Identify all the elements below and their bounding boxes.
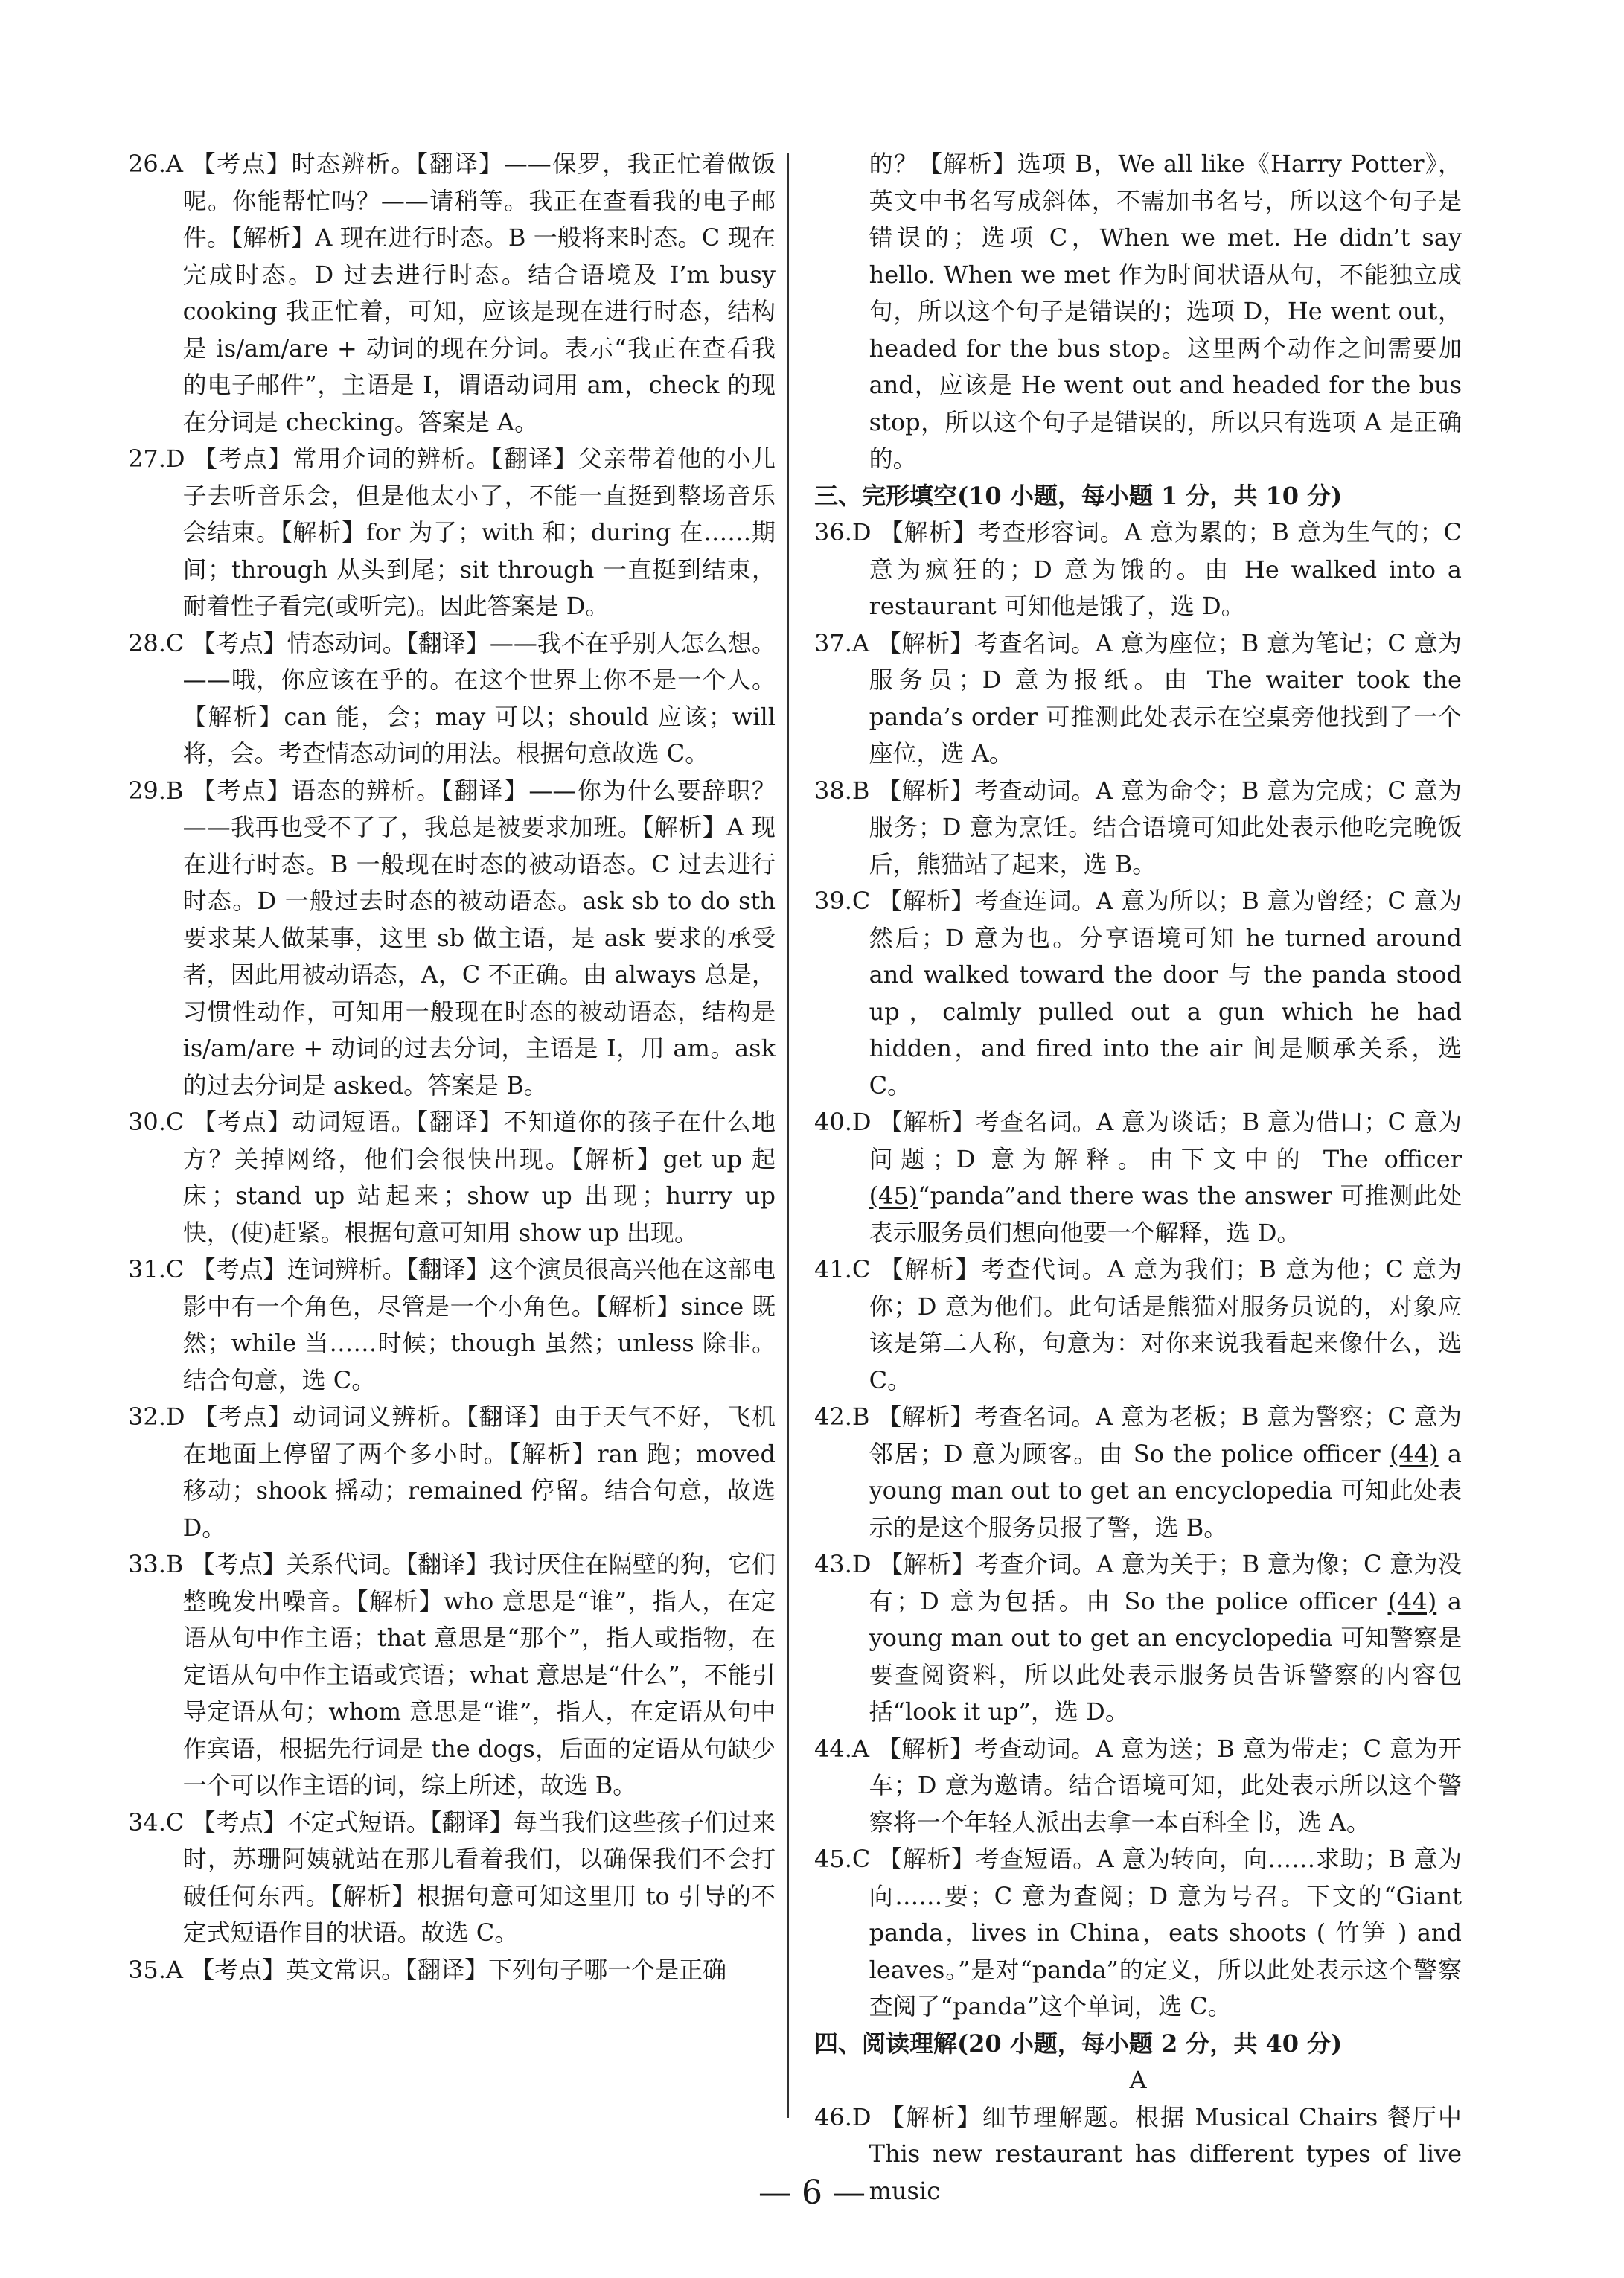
item-number: 45.C xyxy=(814,1845,871,1873)
answer-item-33 xyxy=(128,1546,776,1805)
item-number: 36.D xyxy=(814,518,872,546)
item-text: 【考点】情态动词。【翻译】——我不在乎别人怎么想。——哦，你应该在乎的。在这个世界上你不是一个人。【解析】can 能，会；may 可以；should 应该；will 将，会。考查情态动词的用法。根据句意故选 C。 xyxy=(182,628,776,768)
item-text: 【解析】考查连词。A 意为所以；B 意为曾经；C 意为然后；D 意为也。分享语境可知 he turned around and walked toward the door 与 the panda stood up，calmly pulled out a gun which he had hidden，and fired into the air 间是顺承关系，选 C。 xyxy=(869,887,1462,1100)
answer-item-30 xyxy=(128,1104,776,1251)
answer-item-38 xyxy=(814,773,1462,884)
item-text: 【解析】考查形容词。A 意为累的；B 意为生气的；C 意为疯狂的；D 意为饿的。由 He walked into a restaurant 可知他是饿了，选 D。 xyxy=(869,518,1462,620)
answer-item-28 xyxy=(128,625,776,773)
item-text: 【考点】动词短语。【翻译】不知道你的孩子在什么地方？关掉网络，他们会很快出现。【解析】get up 起床；stand up 站起来；show up 出现；hurry up 快，(使)赶紧。根据句意可知用 show up 出现。 xyxy=(182,1108,776,1247)
item-number: 42.B xyxy=(814,1403,870,1431)
item-number: 26.A xyxy=(128,150,183,178)
item-text: 【考点】连词辨析。【翻译】这个演员很高兴他在这部电影中有一个角色，尽管是一个小角色。【解析】since 既然；while 当……时候；though 虽然；unless 除非。结合句意，选 C。 xyxy=(182,1255,776,1394)
answer-item-42 xyxy=(814,1399,1462,1546)
item-number: 46.D xyxy=(814,2102,872,2131)
answer-item-31 xyxy=(128,1251,776,1399)
item-number: 28.C xyxy=(128,628,185,657)
item-text: 【考点】常用介词的辨析。【翻译】父亲带着他的小儿子去听音乐会，但是他太小了，不能一直挺到整场音乐会结束。【解析】for 为了；with 和；during 在……期间；through 从头到尾；sit through 一直挺到结束，耐着性子看完(或听完)。因此答案是 D。 xyxy=(182,444,776,620)
item-text: a young man out to get an encyclopedia 可知警察是要查阅资料，所以此处表示服务员告诉警察的内容包括“look it up”，选 D。 xyxy=(869,1586,1462,1726)
section-heading-reading: 四、阅读理解(20 小题，每小题 2 分，共 40 分) xyxy=(814,2029,1343,2058)
answer-item-45 xyxy=(814,1841,1462,2026)
item-text: 【考点】不定式短语。【翻译】每当我们这些孩子们过来时，苏珊阿姨就站在那儿看着我们，以确保我们不会打破任何东西。【解析】根据句意可知这里用 to 引导的不定式短语作目的状语。故选 C。 xyxy=(182,1808,776,1947)
item-number: 44.A xyxy=(814,1734,869,1763)
answer-item-44 xyxy=(814,1731,1462,1842)
item-number: 30.C xyxy=(128,1108,185,1136)
item-text: 【考点】英文常识。【翻译】下列句子哪一个是正确 xyxy=(191,1955,727,1984)
item-text: 【考点】关系代词。【翻译】我讨厌住在隔壁的狗，它们整晚发出噪音。【解析】who 意思是“谁”，指人，在定语从句中作主语；that 意思是“那个”，指人或指物，在定语从句中作主语或宾语；what 意思是“什么”，不能引导定语从句；whom 意思是“谁”，指人，在定语从句中作宾语，根据先行词是 the dogs，后面的定语从句缺少一个可以作主语的词，综上所述，故选 B。 xyxy=(182,1550,776,1799)
item-number: 32.D xyxy=(128,1403,185,1431)
item-number: 31.C xyxy=(128,1255,185,1283)
answer-item-35 xyxy=(128,1952,776,1989)
right-column xyxy=(814,146,1462,2210)
item-text: 【解析】考查动词。A 意为命令；B 意为完成；C 意为服务；D 意为烹饪。结合语境可知此处表示他吃完晚饭后，熊猫站了起来，选 B。 xyxy=(869,776,1462,878)
answer-item-35-continued: 的？【解析】选项 B，We all like《Harry Potter》，英文中书名写成斜体，不需加书名号，所以这个句子是错误的；选项 C，When we met. He didn’t say hello. When we met 作为时间状语从句，不能独立成句，所以这个句子是错误的；选项 D，He went out，headed for the bus stop。这里两个动作之间需要加 and，应该是 He went out and headed for the bus stop，所以这个句子是错误的，所以只有选项 A 是正确的。 xyxy=(869,150,1462,473)
item-text: 【解析】考查介词。A 意为关于；B 意为像；C 意为没有；D 意为包括。由 So the police officer xyxy=(869,1550,1462,1615)
answer-item-34 xyxy=(128,1805,776,1952)
left-column xyxy=(128,146,776,1988)
item-text: 【解析】考查代词。A 意为我们；B 意为他；C 意为你；D 意为他们。此句话是熊猫对服务员说的，对象应该是第二人称，句意为：对你来说我看起来像什么，选 C。 xyxy=(869,1255,1462,1394)
item-number: 43.D xyxy=(814,1550,872,1578)
item-number: 40.D xyxy=(814,1108,872,1136)
answer-item-29 xyxy=(128,773,776,1105)
item-number: 41.C xyxy=(814,1255,871,1283)
item-text: a young man out to get an encyclopedia 可知此处表示的是这个服务员报了警，选 B。 xyxy=(869,1439,1462,1542)
item-number: 29.B xyxy=(128,776,184,805)
item-text: 【解析】考查短语。A 意为转向，向……求助；B 意为向……要；C 意为查阅；D 意为号召。下文的“Giant panda，lives in China，eats shoots ( 竹笋 ) and leaves。”是对“panda”的定义，所以此处表示这个警察查阅了“panda”这个单词，选 C。 xyxy=(869,1845,1462,2020)
item-text: 【考点】时态辨析。【翻译】——保罗，我正忙着做饭呢。你能帮忙吗？——请稍等。我正在查看我的电子邮件。【解析】A 现在进行时态。B 一般将来时态。C 现在完成时态。D 过去进行时态。结合语境及 I’m busy cooking 我正忙着，可知，应该是现在进行时态，结构是 is/am/are + 动词的现在分词。表示“我正在查看我的电子邮件”，主语是 I，谓语动词用 am，check 的现在分词是 checking。答案是 A。 xyxy=(182,150,776,436)
passage-label: A xyxy=(1129,2066,1147,2094)
answer-item-43 xyxy=(814,1546,1462,1731)
item-number: 35.A xyxy=(128,1955,183,1984)
answer-item-40 xyxy=(814,1104,1462,1251)
item-number: 33.B xyxy=(128,1550,184,1578)
item-text: 【解析】细节理解题。根据 Musical Chairs 餐厅中 This new restaurant has different types of live music xyxy=(869,2102,1462,2205)
item-number: 39.C xyxy=(814,887,871,915)
section-heading-cloze: 三、完形填空(10 小题，每小题 1 分，共 10 分) xyxy=(814,481,1343,510)
answer-item-39 xyxy=(814,883,1462,1104)
answer-item-27 xyxy=(128,441,776,625)
answer-item-32 xyxy=(128,1399,776,1546)
item-number: 38.B xyxy=(814,776,870,805)
column-divider xyxy=(787,153,789,2118)
item-text: 【解析】考查名词。A 意为老板；B 意为警察；C 意为邻居；D 意为顾客。由 So the police officer xyxy=(869,1403,1462,1468)
item-text: 【考点】语态的辨析。【翻译】——你为什么要辞职？——我再也受不了了，我总是被要求加班。【解析】A 现在进行时态。B 一般现在时态的被动语态。C 过去进行时态。D 一般过去时态的被动语态。ask sb to do sth 要求某人做某事，这里 sb 做主语，是 ask 要求的承受者，因此用被动语态，A，C 不正确。由 always 总是，习惯性动作，可知用一般现在时态的被动语态，结构是 is/am/are + 动词的过去分词，主语是 I，用 am。ask 的过去分词是 asked。答案是 B。 xyxy=(182,776,776,1100)
item-text: 【解析】考查名词。A 意为谈话；B 意为借口；C 意为问题；D 意为解释。由下文中的 The officer xyxy=(869,1108,1462,1173)
page-number: — 6 — xyxy=(758,2174,866,2212)
answer-item-37 xyxy=(814,625,1462,773)
item-text: 【考点】动词词义辨析。【翻译】由于天气不好，飞机在地面上停留了两个多小时。【解析】ran 跑；moved 移动；shook 摇动；remained 停留。结合句意，故选 D。 xyxy=(182,1403,776,1542)
item-text: 【解析】考查动词。A 意为送；B 意为带走；C 意为开车；D 意为邀请。结合语境可知，此处表示所以这个警察将一个年轻人派出去拿一本百科全书，选 A。 xyxy=(869,1734,1462,1837)
item-number: 37.A xyxy=(814,628,869,657)
answer-item-26 xyxy=(128,146,776,441)
item-number: 27.D xyxy=(128,444,185,473)
blank-reference: (45) xyxy=(869,1181,918,1210)
answer-item-41 xyxy=(814,1251,1462,1399)
blank-reference: (44) xyxy=(1389,1439,1439,1468)
item-number: 34.C xyxy=(128,1808,185,1837)
item-text: 【解析】考查名词。A 意为座位；B 意为笔记；C 意为服务员；D 意为报纸。由 The waiter took the panda’s order 可推测此处表示在空桌旁他找到了一个座位，选 A。 xyxy=(869,628,1462,768)
item-text: “panda”and there was the answer 可推测此处表示服务员们想向他要一个解释，选 D。 xyxy=(869,1181,1462,1247)
answer-item-36 xyxy=(814,514,1462,625)
blank-reference: (44) xyxy=(1387,1586,1437,1615)
